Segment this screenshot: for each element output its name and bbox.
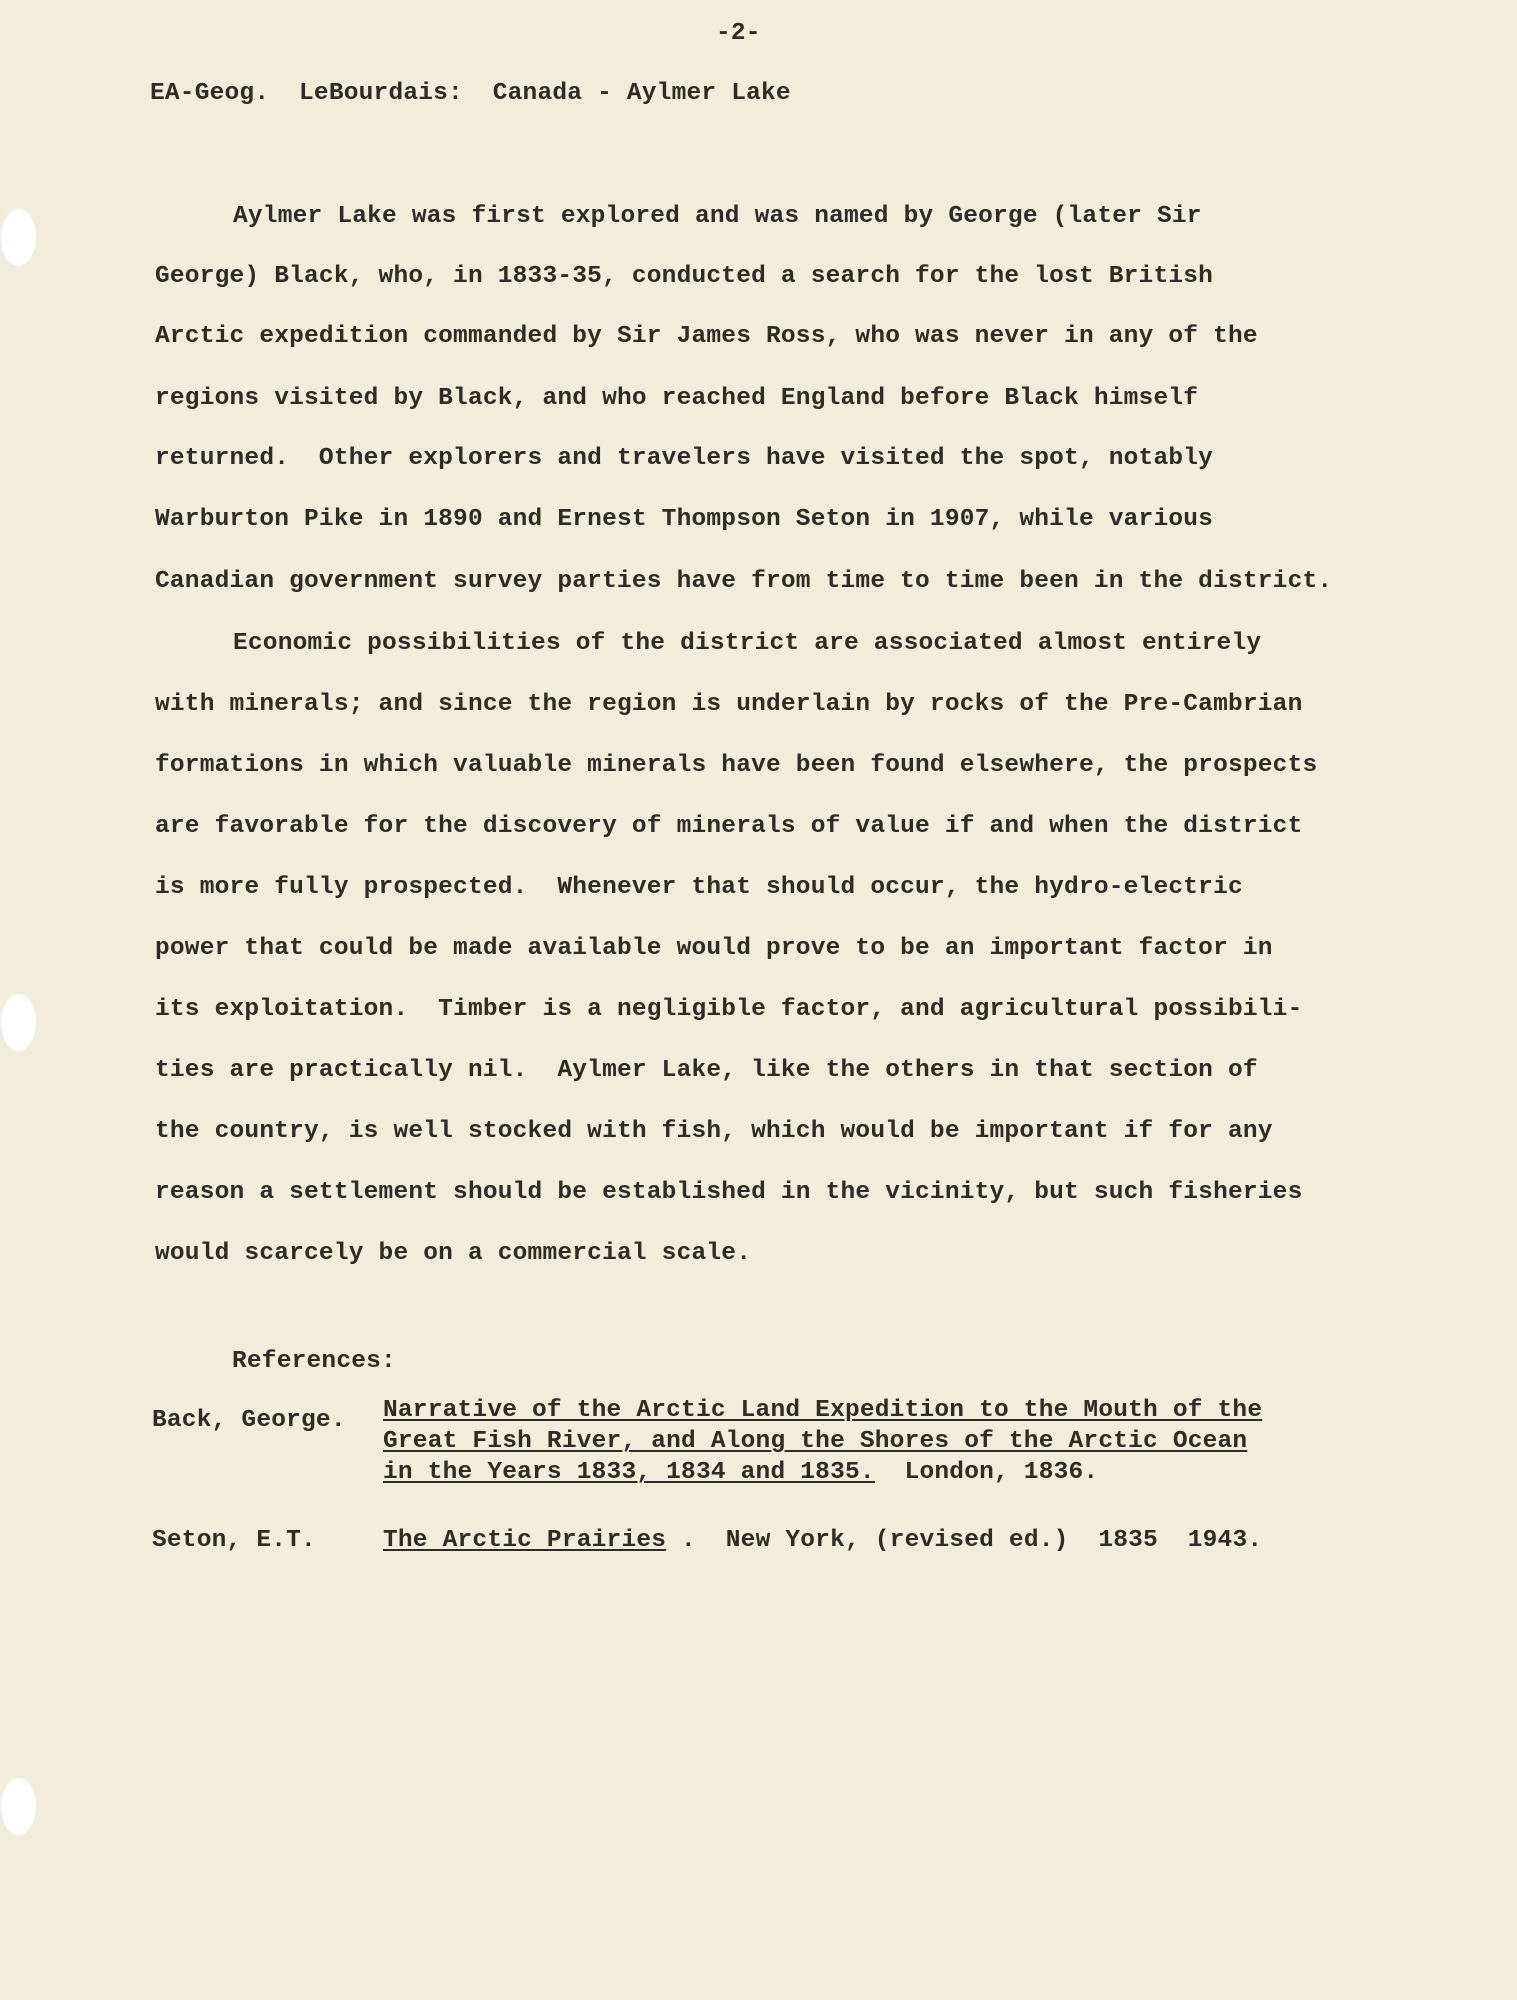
reference-title-line <box>383 1459 1098 1486</box>
text-line: formations in which valuable minerals have been found elsewhere, the prospects <box>155 752 1318 779</box>
punch-hole <box>0 993 36 1051</box>
document-heading: EA-Geog. LeBourdais: Canada - Aylmer Lake <box>150 80 791 107</box>
text-line: Warburton Pike in 1890 and Ernest Thompson Seton in 1907, while various <box>155 506 1214 533</box>
reference-title: in the Years 1833, 1834 and 1835. <box>383 1459 875 1486</box>
reference-title-line <box>383 1397 1262 1424</box>
text-line: Canadian government survey parties have from time to time been in the district. <box>155 568 1333 595</box>
text-line: regions visited by Black, and who reached England before Black himself <box>155 385 1199 412</box>
text-line: George) Black, who, in 1833-35, conducted a search for the lost British <box>155 263 1214 290</box>
reference-author: Back, George. <box>152 1407 346 1434</box>
references-label: References: <box>232 1348 396 1375</box>
punch-hole <box>0 208 36 266</box>
reference-author: Seton, E.T. <box>152 1527 316 1554</box>
text-line: ties are practically nil. Aylmer Lake, like the others in that section of <box>155 1057 1258 1084</box>
text-line: with minerals; and since the region is underlain by rocks of the Pre-Cambrian <box>155 691 1303 718</box>
text-line: would scarcely be on a commercial scale. <box>155 1240 752 1267</box>
text-line: Economic possibilities of the district are associated almost entirely <box>233 630 1262 657</box>
text-line: are favorable for the discovery of minerals of value if and when the district <box>155 813 1303 840</box>
text-line: Arctic expedition commanded by Sir James Ross, who was never in any of the <box>155 323 1258 350</box>
text-line: reason a settlement should be established in the vicinity, but such fisheries <box>155 1179 1303 1206</box>
text-line: returned. Other explorers and travelers have visited the spot, notably <box>155 445 1214 472</box>
text-line: Aylmer Lake was first explored and was named by George (later Sir <box>233 203 1202 230</box>
page-number: -2- <box>716 20 761 47</box>
text-line: the country, is well stocked with fish, which would be important if for any <box>155 1118 1273 1145</box>
text-line: is more fully prospected. Whenever that should occur, the hydro-electric <box>155 874 1243 901</box>
reference-title-line <box>383 1527 1262 1554</box>
reference-publication: London, 1836. <box>874 1459 1099 1486</box>
reference-title: Great Fish River, and Along the Shores of the Arctic Ocean <box>383 1428 1248 1455</box>
reference-title-line <box>383 1428 1247 1455</box>
text-line: power that could be made available would prove to be an important factor in <box>155 935 1273 962</box>
text-line: its exploitation. Timber is a negligible factor, and agricultural possibili- <box>155 996 1303 1023</box>
reference-publication: . New York, (revised ed.) 1835 1943. <box>666 1527 1263 1554</box>
punch-hole <box>0 1777 36 1835</box>
reference-title: The Arctic Prairies <box>383 1527 667 1554</box>
reference-title: Narrative of the Arctic Land Expedition to the Mouth of the <box>383 1397 1263 1424</box>
